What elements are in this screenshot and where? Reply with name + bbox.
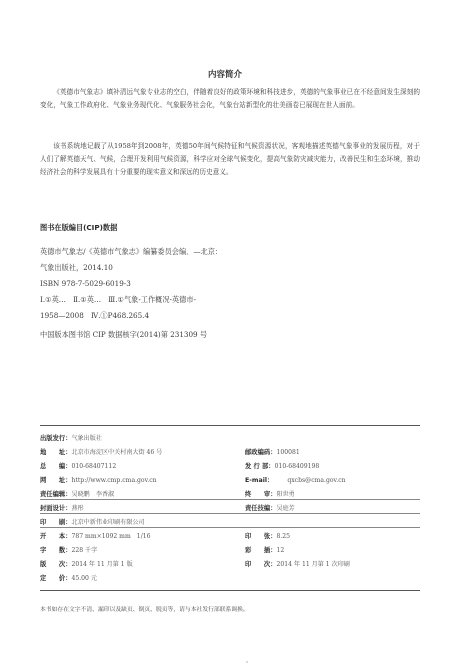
footer-note: 本书如存在文字不清、漏印以及缺页、倒页、脱页等，请与本社发行部联系调换。 xyxy=(40,607,249,613)
publisher-row xyxy=(40,433,102,442)
email-row xyxy=(245,475,346,484)
chief-editor-label: 总 编： xyxy=(40,463,72,470)
edition-label: 版 次： xyxy=(40,561,72,568)
sales-phone-row xyxy=(245,461,319,470)
page-dot xyxy=(246,661,248,663)
email-value[interactable]: qxcbs@cma.gov.cn xyxy=(287,477,346,484)
printer-row xyxy=(40,517,145,526)
publisher-label: 出版发行： xyxy=(40,435,72,442)
address-value: 北京市海淀区中关村南大街 46 号 xyxy=(71,449,163,456)
final-review-label: 终 审： xyxy=(245,491,277,498)
final-review-row xyxy=(245,489,295,498)
intro-paragraph-2: 该书系统地记载了从1958年到2008年，英德50年间气候特征和气候资源状况，客观地描述英德气象事业的发展历程，对于人们了解英德天气、气候，合理开发利用气候资源，科学应对全球气候变化，提高气象防灾减灾能力，改善民生和生态环境，推动经济社会的科学发展具有十分重要的现实意义和深远的历史意义。 xyxy=(40,142,420,177)
top-rule xyxy=(40,425,420,426)
website-value[interactable]: http://www.cmp.cma.gov.cn xyxy=(71,477,157,484)
printing-value: 2014 年 11 月第 1 次印刷 xyxy=(276,561,350,568)
address-label: 地 址： xyxy=(40,449,72,456)
printer-label: 印 刷： xyxy=(40,519,72,526)
price-value: 45.00 元 xyxy=(71,575,97,582)
color-plates-row xyxy=(245,545,284,554)
cip-line-5: 1958—2008 Ⅳ.①P468.265.4 xyxy=(40,311,150,320)
edition-row xyxy=(40,559,133,568)
cip-line-2: 气象出版社，2014.10 xyxy=(40,263,113,272)
price-label: 定 价： xyxy=(40,575,72,582)
website-label: 网 址： xyxy=(40,477,72,484)
color-plates-value: 12 xyxy=(276,547,285,554)
address-row xyxy=(40,447,162,456)
final-review-value: 阳世勇 xyxy=(276,491,295,498)
email-label: E-mail： xyxy=(245,477,274,484)
tech-editor-value: 吴庭芳 xyxy=(276,505,295,512)
publisher-value: 气象出版社 xyxy=(71,435,102,442)
intro-paragraph-1: 《英德市气象志》填补清远气象专业志的空白，伴随着良好的政策环境和科技进步，英德的气象事业已在不经意间发生深刻的变化，气象工作政府化、气象业务现代化、气象服务社会化，气象台站新型化的壮美画卷已展现在世人面前。 xyxy=(40,88,420,110)
format-value: 787 mm×1092 mm 1/16 xyxy=(71,533,151,540)
bottom-rule xyxy=(40,590,420,591)
editor-row xyxy=(40,489,114,498)
color-plates-label: 彩 插： xyxy=(245,547,277,554)
cip-number: 中国版本图书馆 CIP 数据核字(2014)第 231309 号 xyxy=(40,330,208,339)
word-count-value: 228 千字 xyxy=(71,547,98,554)
cover-value: 燕彤 xyxy=(71,505,84,512)
printing-row xyxy=(245,559,350,568)
edition-value: 2014 年 11 月第 1 版 xyxy=(71,561,133,568)
word-count-row xyxy=(40,545,97,554)
editor-value: 吴晓鹏 李香淑 xyxy=(71,491,115,498)
sales-label: 发 行 部： xyxy=(245,463,275,470)
postcode-value: 100081 xyxy=(276,449,300,456)
sheets-value: 8.25 xyxy=(276,533,291,540)
printer-value: 北京中新伟业印刷有限公司 xyxy=(71,519,145,526)
cover-label: 封面设计： xyxy=(40,505,72,512)
word-count-label: 字 数： xyxy=(40,547,72,554)
sales-phone: 010-68409198 xyxy=(274,463,320,470)
printing-label: 印 次： xyxy=(245,561,277,568)
tech-editor-row xyxy=(245,503,295,512)
cip-line-1: 英德市气象志/《英德市气象志》编纂委员会编．—北京： xyxy=(40,247,223,256)
editor-label: 责任编辑： xyxy=(40,491,72,498)
format-row xyxy=(40,531,151,540)
format-label: 开 本： xyxy=(40,533,72,540)
separator-1 xyxy=(40,499,420,500)
intro-title: 内容简介 xyxy=(207,70,242,80)
postcode-row xyxy=(245,447,300,456)
separator-3 xyxy=(40,527,420,528)
cip-isbn: ISBN 978-7-5029-6019-3 xyxy=(40,279,131,288)
chief-editor-phone: 010-68407112 xyxy=(71,463,117,470)
cip-title: 图书在版编目(CIP)数据 xyxy=(40,223,118,232)
sheets-row xyxy=(245,531,290,540)
postcode-label: 邮政编码： xyxy=(245,449,277,456)
cover-row xyxy=(40,503,84,512)
separator-2 xyxy=(40,513,420,514)
sheets-label: 印 张： xyxy=(245,533,277,540)
tech-editor-label: 责任技编： xyxy=(245,505,277,512)
chief-editor-phone-row xyxy=(40,461,116,470)
price-row xyxy=(40,573,97,582)
cip-line-4: Ⅰ.①英… Ⅱ.①英… Ⅲ.①气象-工作概况-英德市- xyxy=(40,295,196,304)
website-row xyxy=(40,475,157,484)
